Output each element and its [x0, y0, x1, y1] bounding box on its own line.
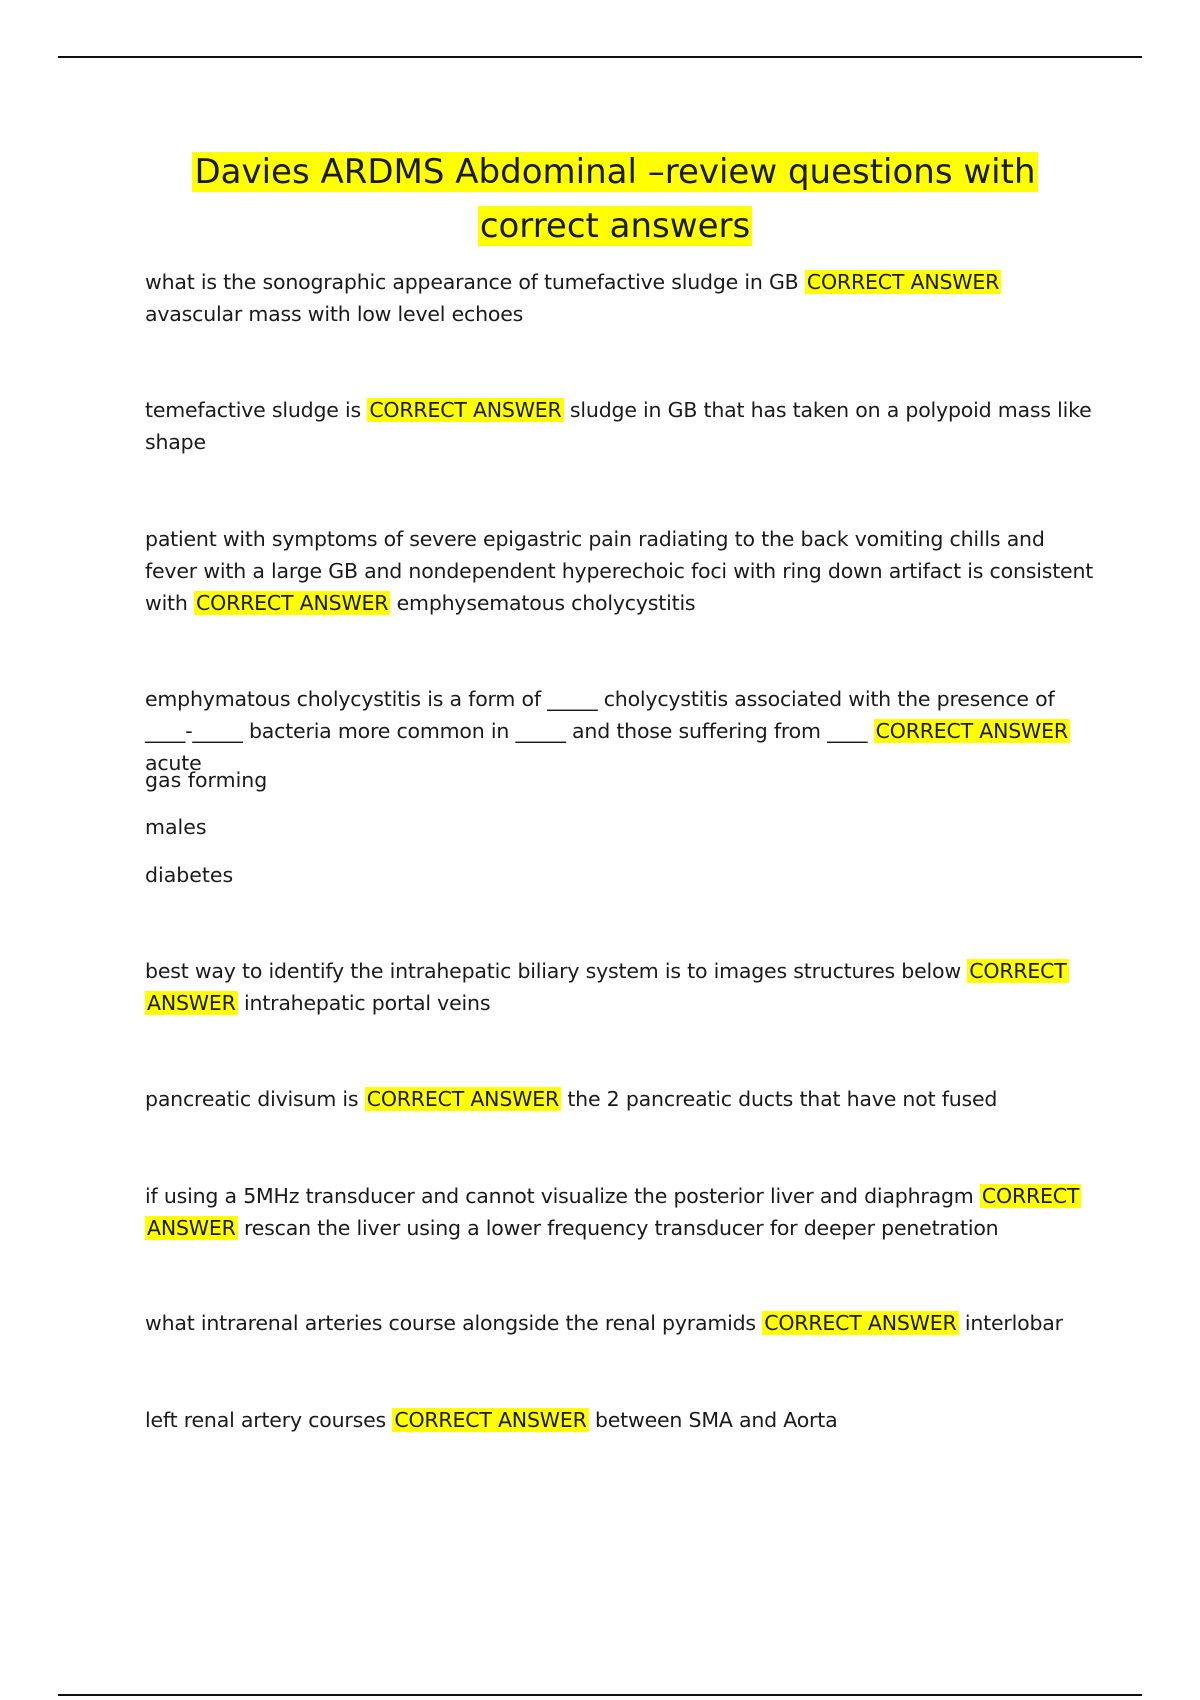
answer-text: sludge in GB that has taken on a polypoid mass like shape [145, 398, 1092, 454]
correct-answer-marker: CORRECT ANSWER [394, 1408, 587, 1432]
answer-line-males: males [145, 815, 207, 839]
question-text: emphymatous cholycystitis is a form of _____ cholycystitis associated with the presence of ____-_____ bacteria more common in _____ and those suffering from ____ [145, 687, 1055, 743]
correct-answer-marker: CORRECT ANSWER [196, 591, 389, 615]
question-text: if using a 5MHz transducer and cannot visualize the posterior liver and diaphragm [145, 1184, 974, 1208]
title-highlight: Davies ARDMS Abdominal –review questions with correct answers [194, 152, 1036, 246]
qa-item-8 [145, 1307, 1095, 1339]
qa-item-5 [145, 955, 1095, 1019]
question-text: what is the sonographic appearance of tumefactive sludge in GB [145, 270, 799, 294]
answer-text: between SMA and Aorta [594, 1408, 838, 1432]
question-text: left renal artery courses [145, 1408, 387, 1432]
correct-answer-marker: CORRECT ANSWER [366, 1087, 559, 1111]
qa-item-1 [145, 266, 1095, 330]
answer-text: emphysematous cholycystitis [396, 591, 696, 615]
question-text: patient with symptoms of severe epigastric pain radiating to the back vomiting chills and fever with a large GB and nondependent hyperechoic foci with ring down artifact is consistent with [145, 527, 1094, 615]
correct-answer-marker: CORRECT ANSWER [147, 959, 1067, 1015]
question-text: pancreatic divisum is [145, 1087, 359, 1111]
correct-answer-marker: CORRECT ANSWER [764, 1311, 957, 1335]
document-title [140, 145, 1090, 253]
qa-item-7 [145, 1180, 1095, 1244]
correct-answer-marker: CORRECT ANSWER [147, 1184, 1080, 1240]
correct-answer-marker: CORRECT ANSWER [875, 719, 1068, 743]
answer-text: the 2 pancreatic ducts that have not fused [567, 1087, 998, 1111]
question-text: best way to identify the intrahepatic biliary system is to images structures below [145, 959, 961, 983]
qa-item-6 [145, 1083, 1095, 1115]
answer-text: acute [145, 751, 202, 775]
qa-item-4 [145, 683, 1095, 779]
question-text: temefactive sludge is [145, 398, 361, 422]
question-text: what intrarenal arteries course alongside the renal pyramids [145, 1311, 756, 1335]
top-rule [58, 56, 1142, 58]
answer-text: intrahepatic portal veins [243, 991, 491, 1015]
answer-text: rescan the liver using a lower frequency transducer for deeper penetration [243, 1216, 999, 1240]
qa-item-3 [145, 523, 1095, 619]
bottom-rule [58, 1694, 1142, 1696]
correct-answer-marker: CORRECT ANSWER [806, 270, 1000, 294]
qa-item-9 [145, 1404, 1095, 1436]
correct-answer-marker: CORRECT ANSWER [369, 398, 562, 422]
answer-text: interlobar [964, 1311, 1063, 1335]
answer-line-diabetes: diabetes [145, 863, 234, 887]
qa-item-2 [145, 394, 1095, 458]
answer-text: avascular mass with low level echoes [145, 302, 524, 326]
answer-line-gas-forming: gas forming [145, 768, 268, 792]
